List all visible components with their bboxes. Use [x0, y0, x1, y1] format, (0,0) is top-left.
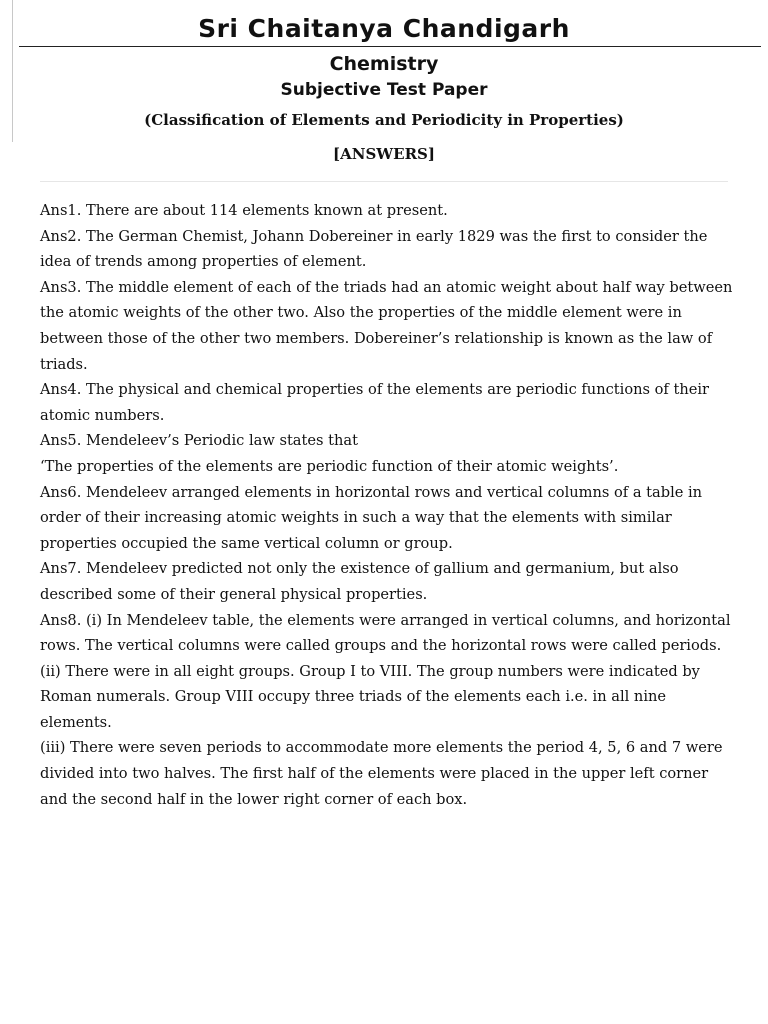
answers-list: [40, 198, 740, 812]
answer-paragraph: Ans4. The physical and chemical properties of the elements are periodic functions of their atomic numbers.: [40, 381, 709, 424]
answers-label: [ANSWERS]: [333, 145, 435, 163]
answer-paragraph: Ans6. Mendeleev arranged elements in horizontal rows and vertical columns of a table in order of their increasing atomic weights in such a way that the elements with similar properties occupied the same vertical column or group.: [40, 483, 703, 552]
answer-paragraph: Ans8. (i) In Mendeleev table, the elements were arranged in vertical columns, and horizontal rows. The vertical columns were called groups and the horizontal rows were called periods.: [40, 611, 731, 655]
answer-paragraph: Ans3. The middle element of each of the triads had an atomic weight about half way between the atomic weights of the other two. Also the properties of the middle element were in between those of the other two members. Dobereiner’s relationship is known as the law of triads.: [40, 278, 733, 373]
topic-title: (Classification of Elements and Periodicity in Properties): [144, 111, 624, 129]
paper-type: Subjective Test Paper: [280, 80, 488, 100]
section-divider: [40, 181, 728, 182]
answer-paragraph: (iii) There were seven periods to accommodate more elements the period 4, 5, 6 and 7 were divided into two halves. The first half of the elements were placed in the upper left corner and the second half in the lower right corner of each box.: [40, 739, 723, 808]
document-header: [0, 0, 768, 45]
header-rule: [19, 46, 761, 47]
answer-paragraph: Ans2. The German Chemist, Johann Dobereiner in early 1829 was the first to consider the idea of trends among properties of element.: [40, 227, 708, 271]
answer-paragraph: Ans1. There are about 114 elements known at present.: [40, 202, 448, 219]
answer-paragraph: (ii) There were in all eight groups. Group I to VIII. The group numbers were indicated by Roman numerals. Group VIII occupy three triads of the elements each i.e. in all nine elements.: [40, 662, 700, 731]
school-name: Sri Chaitanya Chandigarh: [198, 14, 570, 43]
answer-paragraph: ‘The properties of the elements are periodic function of their atomic weights’.: [40, 457, 619, 475]
answer-paragraph: Ans5. Mendeleev’s Periodic law states that: [40, 432, 358, 450]
answer-paragraph: Ans7. Mendeleev predicted not only the existence of gallium and germanium, but also described some of their general physical properties.: [40, 560, 679, 603]
subject-title: Chemistry: [329, 53, 439, 75]
